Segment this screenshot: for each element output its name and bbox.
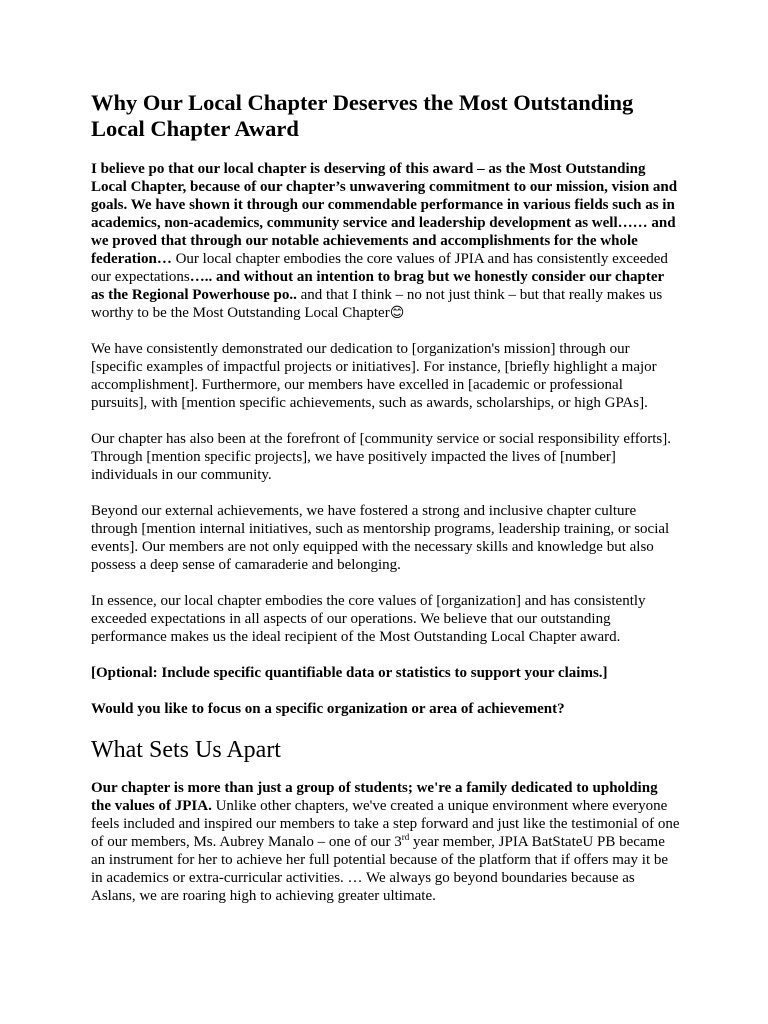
body-paragraph-essence: In essence, our local chapter embodies the core values of [organization] and has consistently exceeded expectations in all aspects of our operations. We believe that our outstanding performance makes us the ideal recipient of the Most Outstanding Local Chapter award. [91, 593, 646, 645]
follow-up-question-text: Would you like to focus on a specific organization or area of achievement? [91, 701, 565, 717]
smile-emoji-icon: 😊 [389, 305, 405, 321]
intro-text-1: Our local chapter embodies the core values of JPIA and has consistently exceeded our expectations [91, 251, 668, 285]
optional-note-text: [Optional: Include specific quantifiable data or statistics to support your claims.] [91, 665, 608, 681]
intro-text-2: and that I think – no not just think – but that really makes us worthy to be the Most Outstanding Local Chapter [91, 287, 663, 321]
section-bold-lead: Our chapter is more than just a group of students; we're a family dedicated to upholding the values of JPIA. [91, 780, 658, 814]
page-title: Why Our Local Chapter Deserves the Most Outstanding Local Chapter Award [91, 90, 634, 141]
body-paragraph-community: Our chapter has also been at the forefront of [community service or social responsibility efforts]. Through [mention specific projects], we have positively impacted the lives of [number] individuals in our community. [91, 431, 671, 483]
section-text-b: year member, JPIA BatStateU PB became an instrument for her to achieve her full potential because of the platform that if offers may it be in academics or extra-curricular activities. … We always go beyond boundaries because as Aslans, we are roaring high to achieving greater ultimate. [91, 834, 669, 904]
section-text-a: Unlike other chapters, we've created a unique environment where everyone feels included and inspired our members to take a step forward and just like the testimonial of one of our members, Ms. Aubrey Manalo – one of our 3 [91, 798, 680, 850]
body-paragraph-mission: We have consistently demonstrated our dedication to [organization's mission] through our [specific examples of impactful projects or initiatives]. For instance, [briefly highlight a major accomplishment]. Furthermore, our members have excelled in [academic or professional pursuits], with [mention specific achievements, such as awards, scholarships, or high GPAs]. [91, 341, 657, 411]
document-content [91, 90, 681, 923]
body-paragraph-culture: Beyond our external achievements, we have fostered a strong and inclusive chapter culture through [mention internal initiatives, such as mentorship programs, leadership training, or social events]. Our members are not only equipped with the necessary skills and knowledge but also possess a deep sense of camaraderie and belonging. [91, 503, 670, 573]
intro-bold-1: I believe po that our local chapter is deserving of this award – as the Most Outstanding Local Chapter, because of our chapter’s unwavering commitment to our mission, vision and goals. We have shown it through our commendable performance in various fields such as in academics, non-academics, community service and leadership development as well…… and we proved that through our notable achievements and accomplishments for the whole federation… [91, 161, 678, 267]
optional-note [91, 664, 681, 682]
intro-paragraph [91, 160, 681, 322]
section-heading: What Sets Us Apart [91, 737, 281, 763]
section-paragraph [91, 779, 681, 905]
ordinal-superscript: rd [401, 832, 410, 842]
follow-up-question [91, 700, 681, 718]
intro-bold-2: ….. and without an intention to brag but we honestly consider our chapter as the Regional Powerhouse po.. [91, 269, 664, 303]
